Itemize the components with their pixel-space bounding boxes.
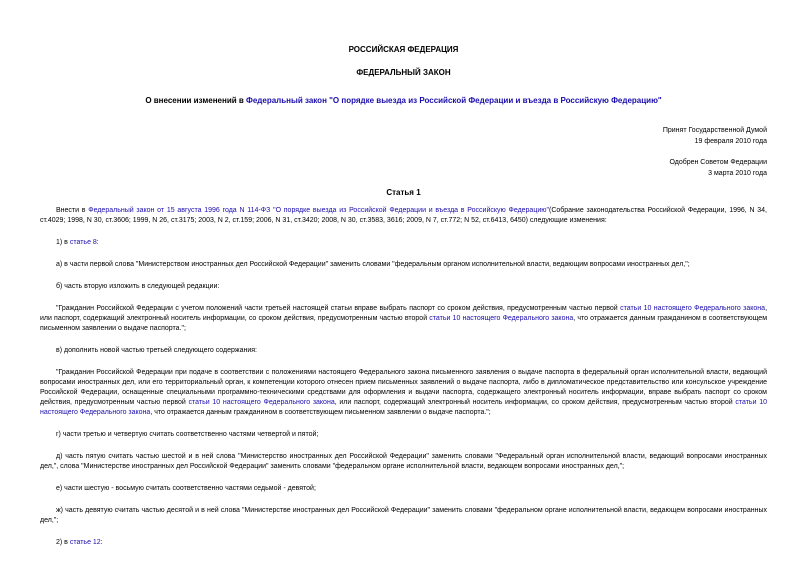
duma-adoption-date: 19 февраля 2010 года (694, 138, 767, 145)
duma-adoption-line1: Принят Государственной Думой (662, 127, 767, 134)
paragraph-text: , что отражается данным гражданином в соответствующем письменном заявлении о выдаче паспорта."; (40, 315, 768, 332)
law-title (0, 95, 807, 107)
law-type-heading: ФЕДЕРАЛЬНЫЙ ЗАКОН (356, 68, 451, 77)
law-title-prefix: О внесении изменений в (145, 96, 247, 105)
article-10-link[interactable]: статьи 10 настоящего Федерального закона (188, 399, 335, 406)
paragraph-item-v: в) дополнить новой частью третьей следующего содержания: (56, 347, 258, 354)
council-approval-date: 3 марта 2010 года (708, 170, 767, 177)
law-title-link[interactable]: Федеральный закон "О порядке выезда из Российской Федерации и въезда в Российскую Федерацию" (246, 96, 662, 105)
article-heading: Статья 1 (386, 188, 421, 197)
law-reference-link[interactable]: Федеральный закон от 15 августа 1996 года N 114-ФЗ (88, 207, 271, 214)
paragraph-text: , или паспорт, содержащий электронный носитель информации, со сроком действия, предусмотренным частью второй (40, 305, 768, 322)
article-12-link[interactable]: статье 12 (69, 539, 101, 546)
paragraph-item-zh: ж) часть девятую считать частью десятой и в ней слова "Министерстве иностранных дел Российской Федерации" заменить словами "федеральном органе исполнительной власти, ведающем вопросами иностранных дел,"; (40, 507, 767, 524)
paragraph-text: 1) в (56, 239, 70, 246)
paragraph-text: "Гражданин Российской Федерации с учетом положений части третьей настоящей статьи вправе выбрать паспорт со сроком действия, предусмотренным частью первой (56, 305, 621, 312)
paragraph-item-a: а) в части первой слова "Министерством иностранных дел Российской Федерации" заменить словами "федеральным органом исполнительной власти, ведающим вопросами иностранных дел,"; (56, 261, 690, 268)
paragraph-text: , или паспорт, содержащий электронный носитель информации, со сроком действия, предусмотренным частью второй (334, 399, 736, 406)
paragraph-item-b: б) часть вторую изложить в следующей редакции: (56, 283, 220, 290)
article-10-link[interactable]: статьи 10 настоящего Федерального закона (429, 315, 574, 322)
paragraph-item-e: е) части шестую - восьмую считать соответственно частями седьмой - девятой; (56, 485, 316, 492)
paragraph-text: Внести в (56, 207, 89, 214)
paragraph-text: 2) в (56, 539, 70, 546)
paragraph-item-1 (40, 238, 767, 248)
council-approval (669, 157, 767, 179)
council-approval-line1: Одобрен Советом Федерации (669, 159, 767, 166)
paragraph-text: : (100, 539, 103, 546)
article-body (40, 206, 767, 548)
article-10-link[interactable]: статьи 10 настоящего Федерального закона (40, 399, 767, 416)
paragraph-item-d: д) часть пятую считать частью шестой и в ней слова "Министерство иностранных дел Российской Федерации" заменить словами "Федеральный орган исполнительной власти, ведающий вопросами иностранных дел,", слова "Министерстве иностранных дел Российской Федерации" заменить словами "федеральном органе исполнительной власти, ведающем вопросами иностранных дел,"; (40, 453, 767, 470)
paragraph-text: "Гражданин Российской Федерации при подаче в соответствии с положениями настоящего Федерального закона письменного заявления о выдаче паспорта в федеральный орган исполнительной власти, ведающий вопросами иностранных дел, или его территориальный орган, к компетенции которого отнесен прием письменных заявлений о выдаче паспорта, либо в дипломатическое представительство или консульское учреждение Российской Федерации, оснащенные специальными программно-техническими средствами для оформления и выдачи паспорта, содержащего электронный носитель информации, вправе выбрать паспорт со сроком действия, предусмотренным частью первой (40, 369, 767, 406)
paragraph-quote-2 (40, 368, 767, 418)
paragraph-text: , что отражается данным гражданином в соответствующем письменном заявлении о выдаче паспорта."; (150, 409, 491, 416)
article-10-link[interactable]: статьи 10 настоящего Федерального закона (620, 305, 766, 312)
paragraph-quote-1 (40, 304, 767, 334)
paragraph-intro (40, 206, 767, 226)
paragraph-text: : (96, 239, 99, 246)
article-8-link[interactable]: статье 8 (69, 239, 97, 246)
paragraph-text: (Собрание законодательства Российской Федерации, 1996, N 34, ст.4029; 1998, N 30, ст.3606; 1999, N 26, ст.3175; 2003, N 2, ст.159; 2006, N 31, ст.3420; 2008, N 30, ст.3583, 3616; 2009, N 7, ст.772; N 52, ст.6413, 6450) следующие изменения: (40, 207, 768, 224)
country-heading: РОССИЙСКАЯ ФЕДЕРАЦИЯ (348, 45, 459, 54)
duma-adoption (663, 125, 767, 147)
paragraph-item-g: г) части третью и четвертую считать соответственно частями четвертой и пятой; (56, 431, 319, 438)
law-title-reference-link[interactable]: "О порядке выезда из Российской Федерации и въезда в Российскую Федерацию" (273, 207, 549, 214)
paragraph-item-2 (40, 538, 767, 548)
